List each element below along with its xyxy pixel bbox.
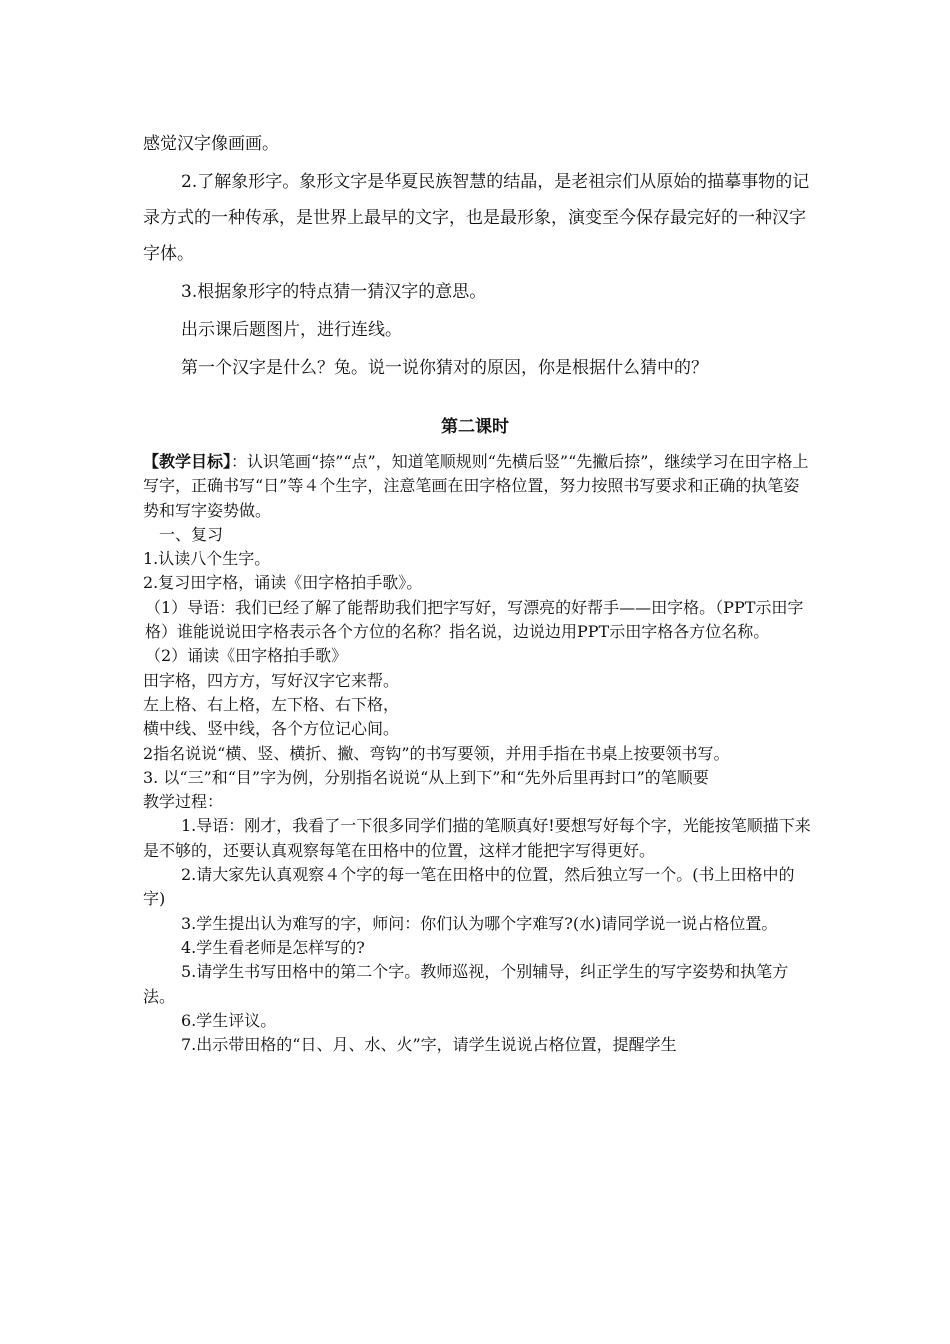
process-step: 7.出示带田格的“日、月、水、火”字，请学生说说占格位置，提醒学生	[181, 1035, 677, 1055]
review-subitem: （1）导语：我们已经了解了能帮助我们把字写好，写漂亮的好帮手——田字格。（PPT示田字格）谁能说说田字格表示各个方位的名称？指名说，边说边用PPT示田字格各方位名称。	[145, 597, 804, 642]
teaching-goal-label: 【教学目标】	[143, 452, 232, 471]
process-step: 3.学生提出认为难写的字，师问：你们认为哪个字难写?(水)请同学说一说占格位置。	[181, 913, 778, 933]
song-line: 田字格，四方方，写好汉字它来帮。	[143, 670, 400, 690]
review-item: 2指名说说“横、竖、横折、撇、弯钩”的书写要领，并用手指在书桌上按要领书写。	[143, 743, 730, 763]
paragraph: 感觉汉字像画画。	[143, 134, 279, 154]
lesson-two-content	[143, 450, 815, 1057]
process-step: 1.导语：刚才，我看了一下很多同学们描的笔顺真好!要想写好每个字，光能按笔顺描下来是不够的，还要认真观察每笔在田格中的位置，这样才能把字写得更好。	[143, 816, 811, 860]
review-item: 1.认读八个生字。	[143, 549, 271, 569]
song-line: 左上格、右上格，左下格、右下格，	[143, 694, 400, 714]
paragraph: 2.了解象形字。象形文字是华夏民族智慧的结晶，是老祖宗们从原始的描摹事物的记录方式的一种传承，是世界上最早的文字，也是最形象，演变至今保存最完好的一种汉字字体。	[143, 172, 810, 264]
process-step: 2.请大家先认真观察４个字的每一笔在田格中的位置，然后独立写一个。(书上田格中的字)	[143, 865, 795, 909]
review-item: 2.复习田字格，诵读《田字格拍手歌》。	[143, 573, 423, 593]
teaching-goal	[143, 450, 815, 523]
process-step: 6.学生评议。	[181, 1010, 277, 1030]
process-step: 4.学生看老师是怎样写的?	[181, 937, 365, 957]
song-line: 横中线、竖中线，各个方位记心间。	[143, 719, 400, 739]
lesson-one-continuation	[143, 126, 813, 386]
paragraph: 第一个汉字是什么？兔。说一说你猜对的原因，你是根据什么猜中的？	[181, 358, 708, 378]
review-heading: 一、复习	[159, 524, 224, 544]
teaching-goal-text: ：认识笔画“捺”“点”，知道笔顺规则“先横后竖”“先撇后捺”，继续学习在田字格上写字，正确书写“日”等４个生字，注意笔画在田字格位置，努力按照书写要求和正确的执笔姿势和写字姿势做。	[143, 452, 809, 520]
paragraph: 出示课后题图片，进行连线。	[181, 320, 402, 340]
paragraph: 3.根据象形字的特点猜一猜汉字的意思。	[181, 282, 487, 302]
review-subitem: （2）诵读《田字格拍手歌》	[145, 646, 348, 666]
process-heading: 教学过程：	[143, 792, 224, 812]
review-item: 3. 以“三”和“目”字为例，分别指名说说“从上到下”和“先外后里再封口”的笔顺要	[143, 767, 709, 787]
process-step: 5.请学生书写田格中的第二个字。教师巡视，个别辅导，纠正学生的写字姿势和执笔方法。	[143, 962, 789, 1006]
lesson-title: 第二课时	[441, 417, 509, 437]
